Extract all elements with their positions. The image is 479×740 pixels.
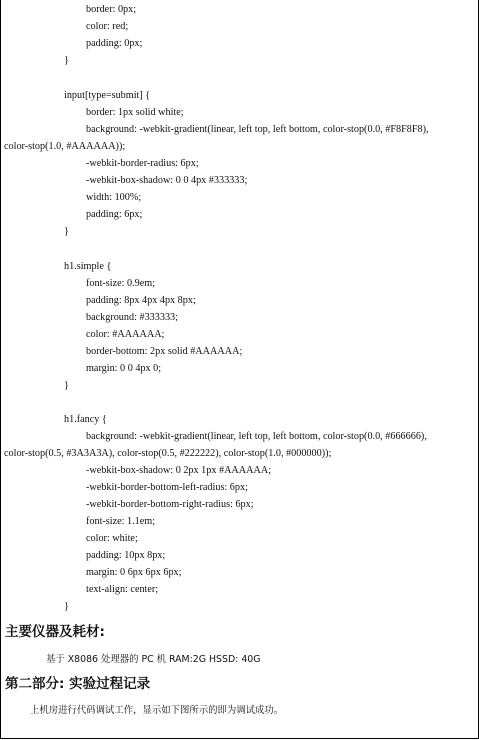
code-line: margin: 0 0 4px 0; — [86, 363, 162, 374]
code-line: -webkit-border-bottom-right-radius: 6px; — [86, 499, 254, 510]
equipment-text: 基于 X8086 处理器的 PC 机 RAM:2G HSSD: 40G — [46, 654, 261, 665]
code-line: color: #AAAAAA; — [86, 329, 165, 340]
code-line: margin: 0 6px 6px 6px; — [86, 567, 182, 578]
code-line: } — [64, 380, 69, 391]
code-line: -webkit-border-bottom-left-radius: 6px; — [86, 482, 248, 493]
code-line: padding: 0px; — [86, 38, 143, 49]
code-line: background: -webkit-gradient(linear, left top, left bottom, color-stop(0.0, #F8F8F8), — [86, 124, 429, 135]
code-line: width: 100%; — [86, 192, 142, 203]
code-line: input[type=submit] { — [64, 90, 151, 101]
code-line: border: 0px; — [86, 4, 137, 15]
code-line: h1.fancy { — [64, 414, 107, 425]
equipment-heading: 主要仪器及耗材: — [5, 624, 105, 640]
code-line: border-bottom: 2px solid #AAAAAA; — [86, 346, 243, 357]
code-line: color: red; — [86, 21, 129, 32]
code-line: text-align: center; — [86, 584, 159, 595]
part2-heading: 第二部分: 实验过程记录 — [5, 676, 151, 692]
code-line: } — [64, 226, 69, 237]
code-line: } — [64, 55, 69, 66]
code-line: border: 1px solid white; — [86, 107, 184, 118]
code-line: -webkit-border-radius: 6px; — [86, 158, 199, 169]
code-line: padding: 10px 8px; — [86, 550, 166, 561]
code-line: padding: 6px; — [86, 209, 143, 220]
code-line: -webkit-box-shadow: 0 0 4px #333333; — [86, 175, 248, 186]
code-line: -webkit-box-shadow: 0 2px 1px #AAAAAA; — [86, 465, 272, 476]
code-line: padding: 8px 4px 4px 8px; — [86, 295, 196, 306]
code-line: color-stop(0.5, #3A3A3A), color-stop(0.5, #222222), color-stop(1.0, #000000)); — [4, 448, 332, 459]
code-line: } — [64, 601, 69, 612]
part2-text: 上机房进行代码调试工作，显示如下图所示的即为调试成功。 — [30, 705, 284, 716]
code-line: color: white; — [86, 533, 138, 544]
code-line: background: #333333; — [86, 312, 178, 323]
code-line: font-size: 1.1em; — [86, 516, 156, 527]
code-line: background: -webkit-gradient(linear, left top, left bottom, color-stop(0.0, #666666), — [86, 431, 427, 442]
code-line: color-stop(1.0, #AAAAAA)); — [4, 141, 126, 152]
code-line: h1.simple { — [64, 261, 112, 272]
code-line: font-size: 0.9em; — [86, 278, 156, 289]
